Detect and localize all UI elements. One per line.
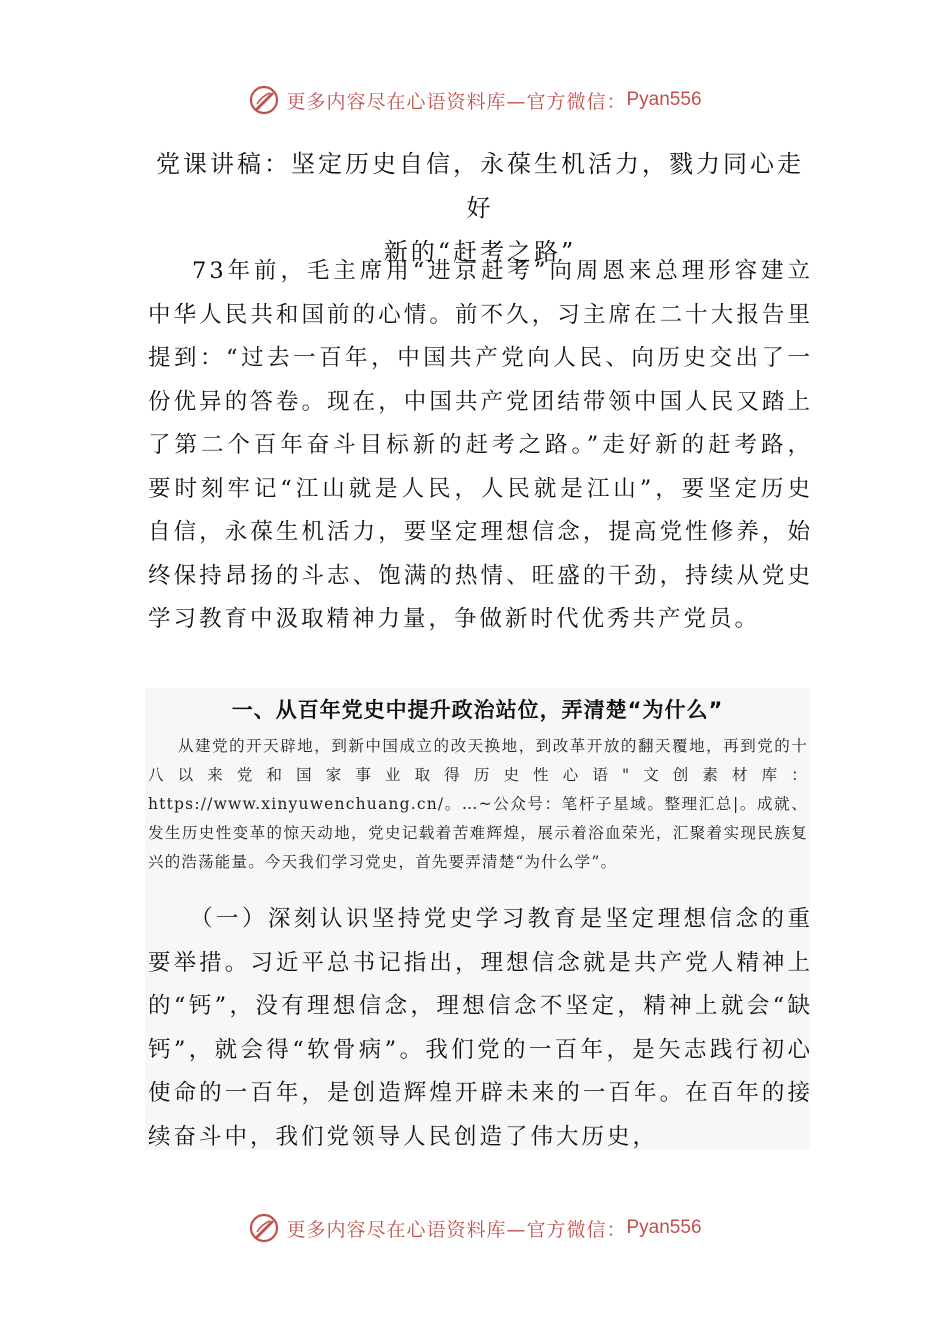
section-heading-1: 一、从百年党史中提升政治站位，弄清楚“为什么” <box>231 698 724 722</box>
pen-feather-icon <box>248 84 280 116</box>
watermark-text: 更多内容尽在心语资料库—官方微信： <box>286 1218 627 1241</box>
title-line-1: 党课讲稿：坚定历史自信，永葆生机活力，戮力同心走好 <box>156 150 804 222</box>
paragraph-subsection-1: （一）深刻认识坚持党史学习教育是坚定理想信念的重要举措。习近平总书记指出，理想信念就是共产党人精神上的“钙”，没有理想信念，理想信念不坚定，精神上就会“缺钙”，就会得“软骨病”。我们党的一百年，是矢志践行初心使命的一百年，是创造辉煌开辟未来的一百年。在百年的接续奋斗中，我们党领导人民创造了伟大历史， <box>148 906 813 1150</box>
header-watermark <box>0 84 950 116</box>
paragraph-section-1: 从建党的开天辟地，到新中国成立的改天换地，到改革开放的翻天覆地，再到党的十八以来党和国家事业取得历史性心语"文创素材库：https://www.xinyuwenchuang.cn/。…~公众号：笔杆子星域。整理汇总|。成就、发生历史性变革的惊天动地，党史记载着苦难辉煌，展示着浴血荣光，汇聚着实现民族复兴的浩荡能量。今天我们学习党史，首先要弄清楚“为什么学”。 <box>148 737 808 871</box>
watermark-text: 更多内容尽在心语资料库—官方微信： <box>286 90 627 113</box>
pen-feather-icon <box>248 1212 280 1244</box>
footer-watermark <box>0 1212 950 1244</box>
paragraph-intro: 73年前，毛主席用“进京赶考”向周恩来总理形容建立中华人民共和国前的心情。前不久，习主席在二十大报告里提到：“过去一百年，中国共产党向人民、向历史交出了一份优异的答卷。现在，中国共产党团结带领中国人民又踏上了第二个百年奋斗目标新的赶考之路。”走好新的赶考路，要时刻牢记“江山就是人民，人民就是江山”，要坚定历史自信，永葆生机活力，要坚定理想信念，提高党性修养，始终保持昂扬的斗志、饱满的热情、旺盛的干劲，持续从党史学习教育中汲取精神力量，争做新时代优秀共产党员。 <box>148 258 813 632</box>
watermark-wechat-id: Pyan556 <box>626 89 702 110</box>
title-line-2: 新的“赶考之路” <box>383 238 577 266</box>
watermark-wechat-id: Pyan556 <box>626 1217 702 1238</box>
